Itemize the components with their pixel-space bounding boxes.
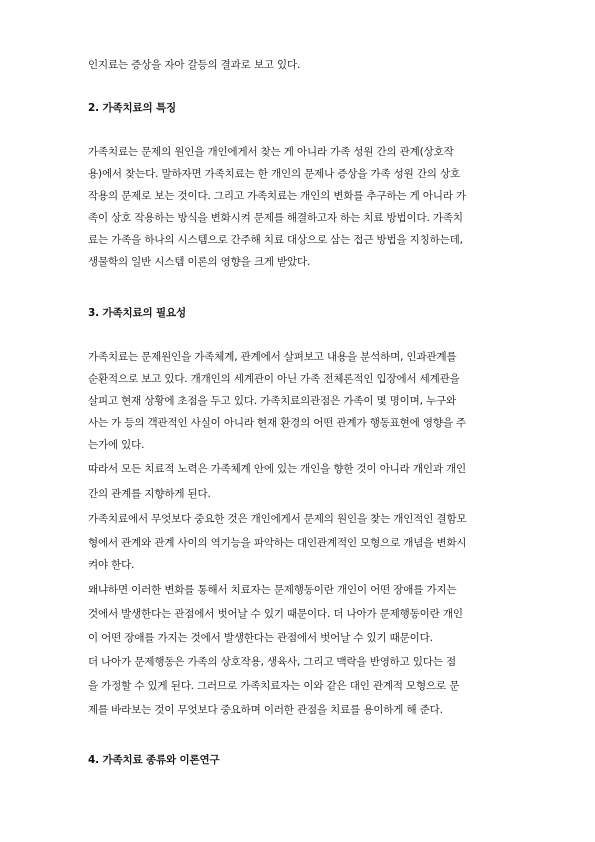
- section-3-line: 가족치료에서 무엇보다 중요한 것은 개인에게서 문제의 원인을 찾는 개인적인 결함모: [88, 513, 467, 525]
- section-2-line: 용)에서 찾는다. 말하자면 가족치료는 한 개인의 문제나 증상을 가족 성원 간의 상호: [88, 168, 460, 180]
- section-3-line: 이 어떤 장애를 가지는 것에서 발생한다는 관점에서 벗어날 수 있기 때문이다.: [88, 632, 433, 644]
- section-3-line: 것에서 발생한다는 관점에서 벗어날 수 있기 때문이다. 더 나아가 문제행동이란 개인: [88, 608, 463, 620]
- section-3-line: 더 나아가 문제행동은 가족의 상호작용, 생육사, 그리고 맥락을 반영하고 있다는 점: [88, 656, 457, 668]
- section-2-line: 생물학의 일반 시스템 이론의 영향을 크게 받았다.: [88, 256, 311, 268]
- section-3-line: 살피고 현재 상황에 초점을 두고 있다. 가족치료의관점은 가족이 몇 명이며, 누구와: [88, 395, 457, 407]
- section-3-line: 는가에 있다.: [88, 439, 145, 451]
- section-3-line: 가족치료는 문제원인을 가족체계, 관계에서 살펴보고 내용을 분석하며, 인과관계를: [88, 351, 457, 363]
- section-3-heading: 3. 가족치료의 필요성: [88, 307, 186, 319]
- section-3-line: 제를 바라보는 것이 무엇보다 중요하며 이러한 관점을 치료를 용이하게 해 준다.: [88, 704, 443, 716]
- section-2-line: 족이 상호 작용하는 방식을 변화시켜 문제를 해결하고자 하는 치료 방법이다. 가족치: [88, 212, 463, 224]
- section-3-line: 왜냐하면 이러한 변화를 통해서 치료자는 문제행동이란 개인이 어떤 장애를 가지는: [88, 584, 457, 596]
- section-3-line: 을 가정할 수 있게 된다. 그러므로 가족치료자는 이와 같은 대인 관계적 모형으로 문: [88, 680, 460, 692]
- section-2-line: 작용의 문제로 보는 것이다. 그리고 가족치료는 개인의 변화를 추구하는 게 아니라 가: [88, 190, 467, 202]
- section-4-heading: 4. 가족치료 종류와 이론연구: [88, 754, 220, 766]
- section-2-line: 가족치료는 문제의 원인을 개인에게서 찾는 게 아니라 가족 성원 간의 관계(상호작: [88, 146, 454, 158]
- section-3-line: 형에서 관계와 관계 사이의 역기능을 파악하는 대인관계적인 모형으로 개념을 변화시: [88, 537, 467, 549]
- section-3-line: 간의 관계를 지향하게 된다.: [88, 488, 211, 500]
- section-3-line: 따라서 모든 치료적 노력은 가족체계 안에 있는 개인을 향한 것이 아니라 개인과 개인: [88, 463, 467, 475]
- section-3-line: 순환적으로 보고 있다. 개개인의 세계관이 아닌 가족 전체론적인 입장에서 세계관을: [88, 373, 460, 385]
- intro-tail-line: 인지료는 증상을 자아 갈등의 결과로 보고 있다.: [88, 59, 301, 71]
- section-2-line: 료는 가족을 하나의 시스템으로 간주해 치료 대상으로 삼는 접근 방법을 지칭하는데,: [88, 234, 463, 246]
- section-2-heading: 2. 가족치료의 특징: [88, 102, 176, 114]
- section-3-line: 사는 가 등의 객관적인 사실이 아니라 현재 환경의 어떤 관계가 행동표현에 영향을 주: [88, 417, 467, 429]
- section-3-line: 켜야 한다.: [88, 559, 135, 571]
